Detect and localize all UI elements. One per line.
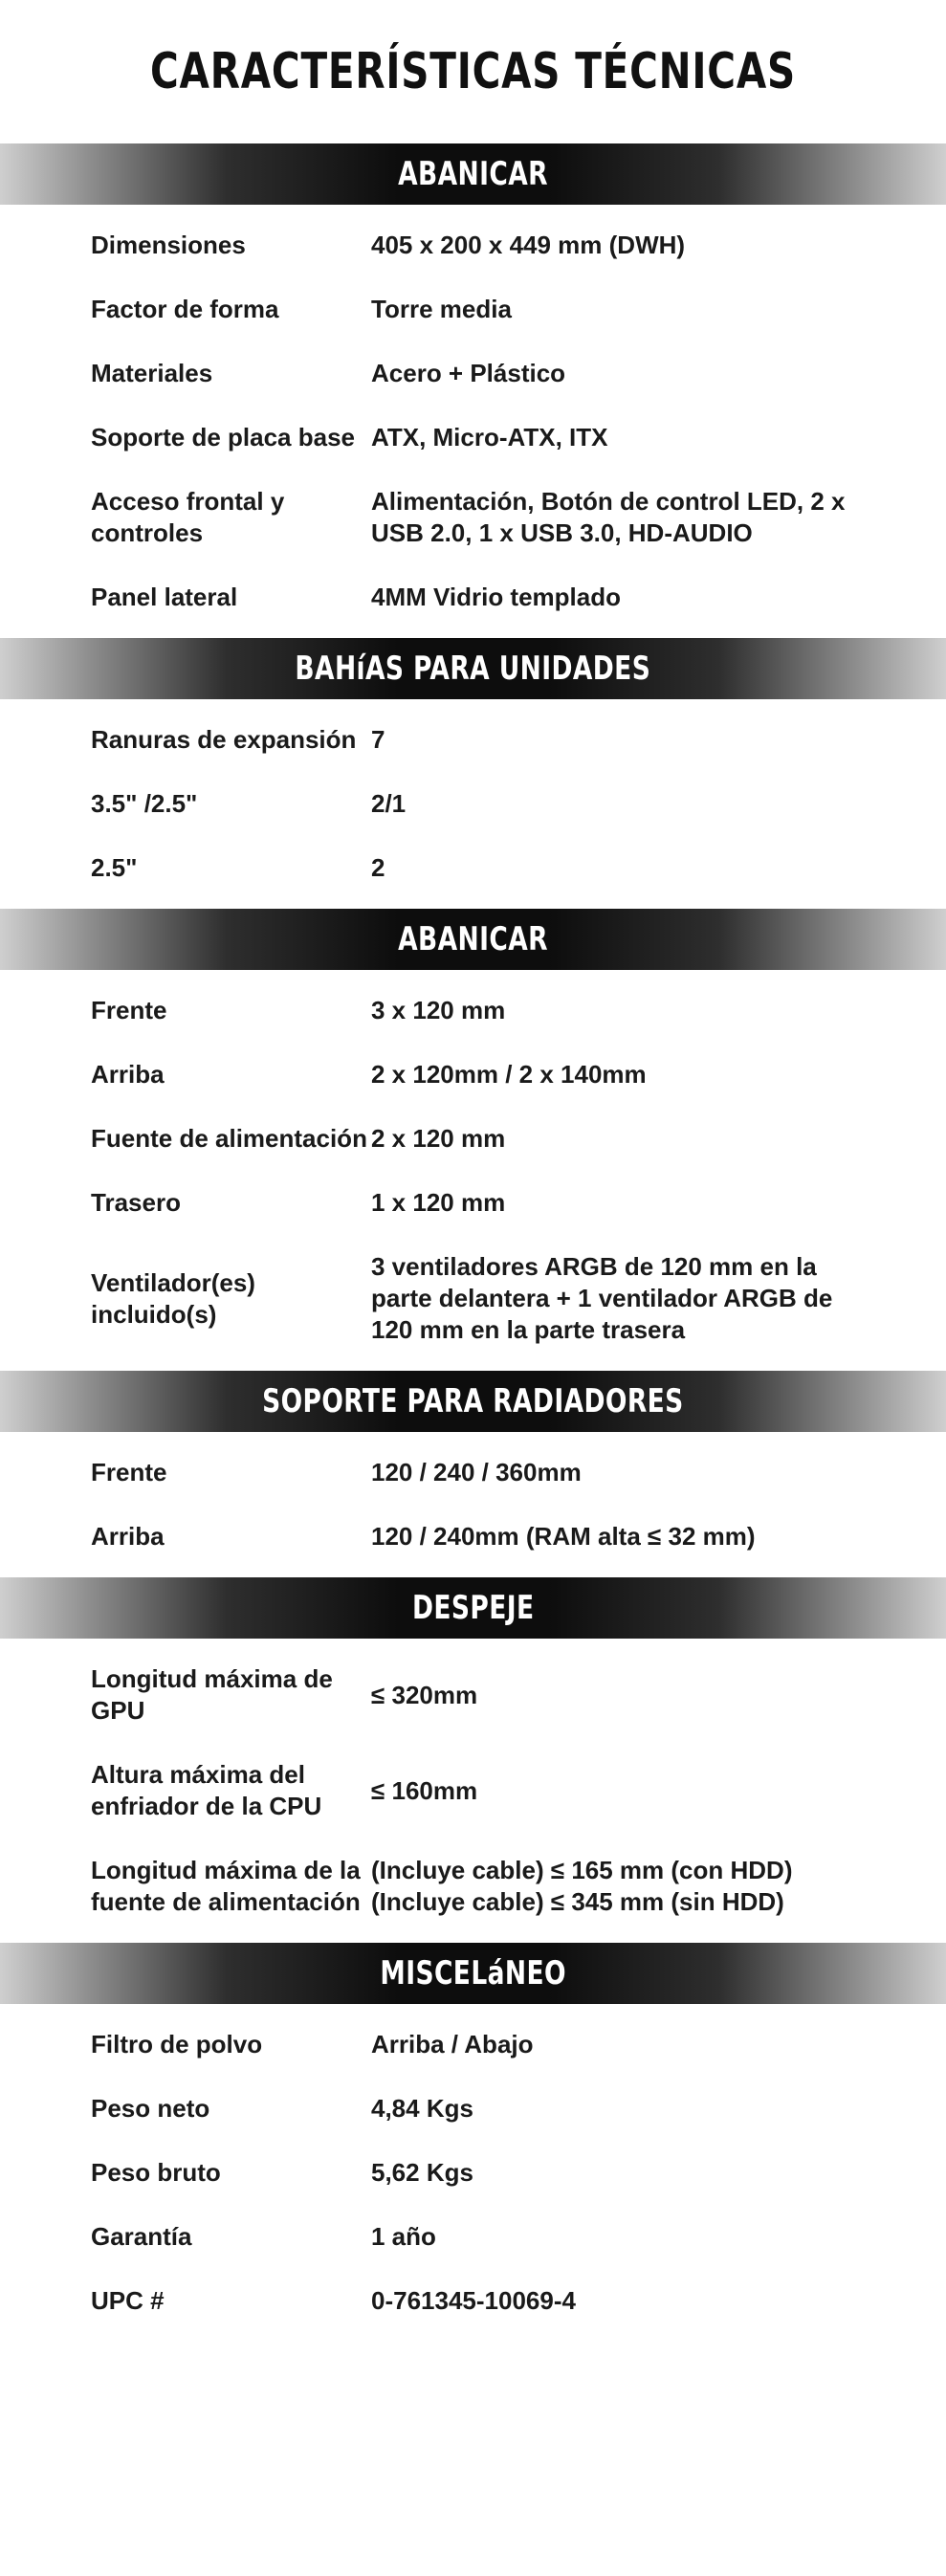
spec-row	[0, 1187, 946, 1219]
spec-value: 2/1	[371, 789, 407, 818]
spec-row	[0, 2029, 946, 2060]
spec-row	[0, 230, 946, 261]
spec-value: 2	[371, 853, 385, 882]
spec-label: Ranuras de expansión	[91, 725, 357, 754]
section-header	[0, 1943, 946, 2004]
spec-value: ≤ 320mm	[371, 1680, 478, 1709]
spec-value: 4MM Vidrio templado	[371, 583, 621, 611]
spec-row	[0, 2093, 946, 2125]
spec-list	[0, 1639, 946, 1943]
spec-label: 2.5"	[91, 853, 138, 882]
spec-value: 1 x 120 mm	[371, 1188, 506, 1217]
spec-label: Frente	[91, 996, 167, 1024]
section-header-label: DESPEJE	[411, 1589, 535, 1627]
spec-label: Ventilador(es) incluido(s)	[91, 1267, 255, 1329]
spec-value: (Incluye cable) ≤ 165 mm (con HDD) (Incluye cable) ≤ 345 mm (sin HDD)	[371, 1856, 793, 1916]
spec-label: Peso neto	[91, 2094, 210, 2123]
spec-label: 3.5" /2.5"	[91, 789, 198, 818]
spec-label: Acceso frontal y controles	[91, 487, 285, 547]
spec-label: Soporte de placa base	[91, 423, 355, 451]
spec-value: 405 x 200 x 449 mm (DWH)	[371, 231, 686, 259]
spec-row	[0, 1855, 946, 1918]
spec-value: 0-761345-10069-4	[371, 2286, 576, 2315]
spec-label: Longitud máxima de la fuente de alimentación	[91, 1856, 361, 1916]
section-header-label: ABANICAR	[398, 155, 548, 193]
section-miscelaneo	[0, 1943, 946, 2342]
section-bahias-para-unidades	[0, 638, 946, 909]
spec-row	[0, 582, 946, 613]
spec-row	[0, 486, 946, 549]
spec-label: Altura máxima del enfriador de la CPU	[91, 1760, 322, 1820]
spec-row	[0, 358, 946, 389]
spec-label: Longitud máxima de GPU	[91, 1664, 333, 1725]
spec-row	[0, 1759, 946, 1822]
section-header	[0, 143, 946, 205]
spec-value: ≤ 160mm	[371, 1775, 478, 1805]
spec-row	[0, 1251, 946, 1346]
spec-value: Torre media	[371, 295, 512, 323]
spec-value: 120 / 240mm (RAM alta ≤ 32 mm)	[371, 1522, 756, 1551]
spec-list	[0, 1432, 946, 1577]
spec-value: 3 ventiladores ARGB de 120 mm en la parte delantera + 1 ventilador ARGB de 120 mm en la parte trasera	[371, 1252, 833, 1344]
spec-row	[0, 1521, 946, 1552]
page-title: CARACTERÍSTICAS TÉCNICAS	[150, 43, 796, 100]
spec-value: 3 x 120 mm	[371, 996, 506, 1024]
spec-row	[0, 788, 946, 820]
section-header	[0, 638, 946, 699]
spec-label: Fuente de alimentación	[91, 1124, 367, 1153]
section-header-label: BAHíAS PARA UNIDADES	[295, 650, 651, 688]
spec-row	[0, 1457, 946, 1488]
spec-label: Factor de forma	[91, 295, 279, 323]
spec-label: Arriba	[91, 1522, 165, 1551]
section-header-label: SOPORTE PARA RADIADORES	[262, 1382, 684, 1420]
spec-label: Frente	[91, 1458, 167, 1486]
spec-value: Alimentación, Botón de control LED, 2 x USB 2.0, 1 x USB 3.0, HD-AUDIO	[371, 487, 846, 547]
spec-label: Garantía	[91, 2222, 192, 2251]
spec-row	[0, 294, 946, 325]
section-header	[0, 909, 946, 970]
section-despeje	[0, 1577, 946, 1943]
spec-value: ATX, Micro-ATX, ITX	[371, 423, 608, 451]
spec-label: UPC #	[91, 2286, 165, 2315]
section-header-label: ABANICAR	[398, 920, 548, 958]
spec-value: 7	[371, 725, 385, 754]
spec-label: Materiales	[91, 359, 213, 387]
spec-list	[0, 970, 946, 1371]
section-abanicar	[0, 143, 946, 638]
spec-value: 120 / 240 / 360mm	[371, 1458, 582, 1486]
spec-row	[0, 2157, 946, 2189]
section-header	[0, 1577, 946, 1639]
spec-row	[0, 1123, 946, 1155]
spec-row	[0, 2285, 946, 2317]
spec-row	[0, 1059, 946, 1090]
section-header-label: MISCELáNEO	[380, 1954, 566, 1993]
spec-row	[0, 995, 946, 1026]
spec-label: Arriba	[91, 1060, 165, 1089]
spec-value: 1 año	[371, 2222, 436, 2251]
spec-value: 5,62 Kgs	[371, 2158, 473, 2187]
spec-value: 2 x 120 mm	[371, 1124, 506, 1153]
section-abanicar-fans	[0, 909, 946, 1371]
spec-row	[0, 724, 946, 756]
spec-list	[0, 2004, 946, 2342]
spec-row	[0, 1663, 946, 1727]
spec-label: Filtro de polvo	[91, 2030, 263, 2059]
spec-label: Panel lateral	[91, 583, 238, 611]
spec-row	[0, 852, 946, 884]
spec-row	[0, 422, 946, 453]
spec-row	[0, 2221, 946, 2253]
section-header	[0, 1371, 946, 1432]
spec-value: 4,84 Kgs	[371, 2094, 473, 2123]
spec-label: Peso bruto	[91, 2158, 221, 2187]
section-soporte-para-radiadores	[0, 1371, 946, 1577]
spec-value: Acero + Plástico	[371, 359, 566, 387]
spec-list	[0, 205, 946, 638]
spec-label: Dimensiones	[91, 231, 246, 259]
spec-list	[0, 699, 946, 909]
spec-value: Arriba / Abajo	[371, 2030, 534, 2059]
spec-label: Trasero	[91, 1188, 181, 1217]
spec-value: 2 x 120mm / 2 x 140mm	[371, 1060, 647, 1089]
